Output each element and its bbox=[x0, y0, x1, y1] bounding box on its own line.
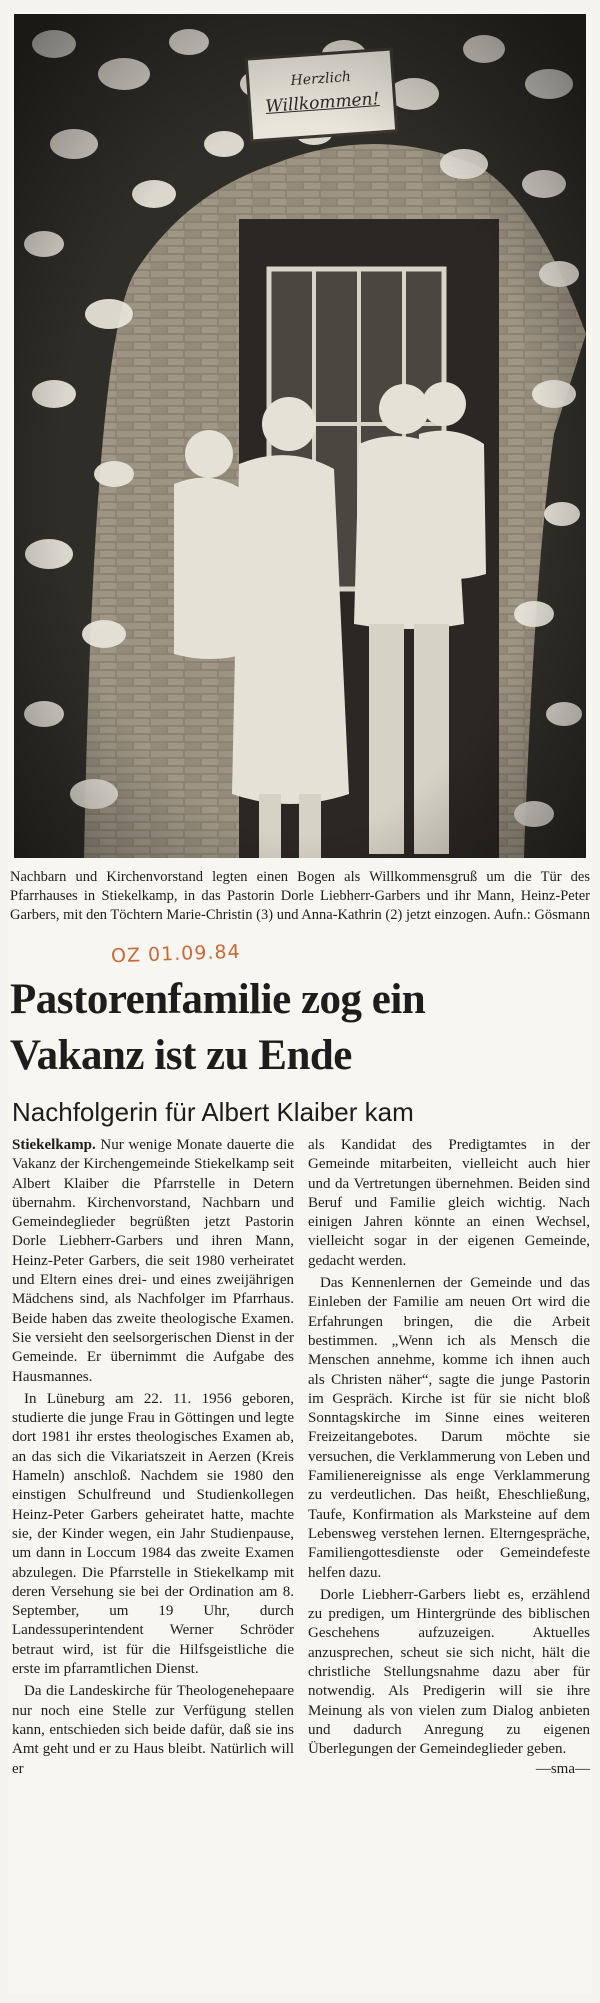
sign-line-1: Herzlich bbox=[290, 68, 352, 90]
newspaper-clipping bbox=[8, 10, 592, 1995]
subheadline: Nachfolgerin für Albert Klaiber kam bbox=[12, 1097, 414, 1127]
article-paragraph: Dorle Liebherr-Garbers liebt es, erzählend zu predigen, um Hintergründe des biblischen Geschehens aufzuzeigen. Aktuelles anzusprechen, scheut sie sich nicht, hält die christliche Stellungsnahme dazu aber für notwendig. Als Predigerin will sie ihre Meinung als von vielen zum Dialog anbieten und dadurch Anregung zu eigenen Überlegungen der Gemeindeglieder geben. bbox=[308, 1586, 590, 1758]
sign-line-2: Willkommen! bbox=[264, 89, 381, 117]
headline bbox=[10, 972, 590, 1084]
photo-credit: Aufn.: Gösmann bbox=[493, 907, 590, 923]
family-photo bbox=[14, 14, 586, 858]
dateline: Stiekelkamp. bbox=[12, 1137, 96, 1153]
caption-text: Nachbarn und Kirchenvorstand legten einen Bogen als Willkommensgruß um die Tür des Pfarrhauses in Stiekelkamp, in das Pastorin Dorle Liebherr-Garbers und ihr Mann, Heinz-Peter Garbers, mit den Töchtern Marie-Christin (3) und Anna-Kathrin (2) jetzt einzogen. bbox=[10, 869, 590, 923]
headline-line-2: Vakanz ist zu Ende bbox=[10, 1032, 352, 1079]
article-column-2 bbox=[308, 1136, 590, 1779]
article-paragraph: In Lüneburg am 22. 11. 1956 geboren, studierte die junge Frau in Göttingen und legte dort 1981 ihr erstes theologisches Examen ab, an das sich die Vikariatszeit in Aerzen (Kreis Hameln) anschloß. Nachdem sie 1980 den einstigen Schulfreund und Studienkollegen Heinz-Peter Garbers geheiratet hatte, machte sie, der Kinder wegen, ein Jahr Studienpause, um dann in Loccum 1984 das zweite Examen abzulegen. Die Pfarrstelle in Stiekelkamp mit deren Versehung sie bei der Ordination am 8. September, um 19 Uhr, durch Landessuperintendent Werner Schröder betraut wird, ist für die Hilfsgeistliche die erste im pfarramtlichen Dienst. bbox=[12, 1390, 294, 1678]
welcome-sign bbox=[250, 54, 395, 140]
article-paragraph: Da die Landeskirche für Theologenehepaare nur noch eine Stelle zur Verfügung stellen kann, entschieden sich beide dafür, daß sie ins Amt geht und er zu Haus bleibt. Natürlich will er bbox=[12, 1683, 294, 1777]
article-paragraph bbox=[12, 1136, 294, 1387]
article-paragraph-text: Nur wenige Monate dauerte die Vakanz der Kirchengemeinde Stiekelkamp seit Albert Klaiber die Pfarrstelle in Detern übernahm. Kirchenvorstand, Nachbarn und Gemeindeglieder begrüßten jetzt Pastorin Dorle Liebherr-Garbers und ihren Mann, Heinz-Peter Garbers, die seit 1980 verheiratet und Eltern eines drei- und eines zweijährigen Mädchens sind, als Nachfolger im Pfarrhaus. Beide haben das zweite theologische Examen. Sie versieht den seelsorgerischen Dienst in der Gemeinde. Er übernimmt die Aufgabe des Hausmannes. bbox=[12, 1137, 294, 1385]
handwritten-date-note: OZ 01.09.84 bbox=[110, 940, 241, 968]
article-paragraph: Das Kennenlernen der Gemeinde und das Einleben der Familie am neuen Ort wird die Erfahrungen bringen, die die Arbeit bestimmen. „Wenn ich als Mensch die Menschen annehme, komme ich ihnen auch als Christen näher“, sagte die junge Pastorin im Gespräch. Kirche ist für sie nicht bloß Sonntagskirche im Sinne eines weiteren Freizeitangebotes. Darum möchte sie versuchen, die Verklammerung von Leben und Familienereignisse als enge Verklammerung zu verdeutlichen. Das heißt, Eheschließung, Taufe, Konfirmation als Marksteine auf dem Lebensweg verstehen lernen. Elterngespräche, Familiengottesdienste oder Gemeindefeste helfen dazu. bbox=[308, 1275, 590, 1581]
photo-caption bbox=[10, 868, 590, 925]
headline-line-1: Pastorenfamilie zog ein bbox=[10, 976, 426, 1023]
author-signature: —sma— bbox=[535, 1760, 590, 1777]
article-column-1 bbox=[12, 1136, 294, 1779]
article-paragraph: als Kandidat des Predigtamtes in der Gemeinde mitarbeiten, vielleicht auch hier und da Vertretungen übernehmen. Beiden sind Beruf und Familie gleich wichtig. Nach einigen Jahren könnte an einen Wechsel, vielleicht sogar in der eigenen Gemeinde, gedacht werden. bbox=[308, 1137, 590, 1269]
